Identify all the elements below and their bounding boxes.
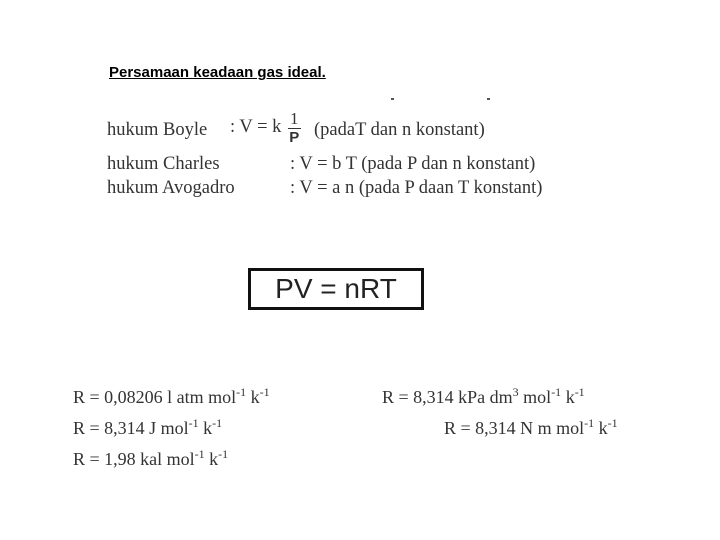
scan-artifact-left [391, 98, 394, 100]
gas-constant-kal-unit: k [204, 449, 219, 469]
gas-constant-kal [73, 447, 229, 469]
boyle-equation-lhs: : V = k [230, 116, 282, 137]
gas-constant-atm-exp1: -1 [236, 385, 247, 399]
boyle-law-equation [230, 110, 303, 145]
gas-constant-newton [444, 416, 618, 438]
gas-constant-newton-base: R = 8,314 N m mol [444, 418, 585, 438]
gas-constant-joule [73, 416, 223, 438]
charles-law-equation: : V = b T (pada P dan n konstant) [290, 154, 536, 174]
ideal-gas-equation-box [248, 268, 424, 310]
charles-law-name: hukum Charles [107, 154, 220, 174]
page-title: Persamaan keadaan gas ideal. [109, 64, 326, 81]
gas-constant-atm-exp2: -1 [259, 385, 270, 399]
gas-constant-newton-exp2: -1 [607, 416, 618, 430]
gas-constant-newton-exp1: -1 [584, 416, 595, 430]
gas-constant-atm [73, 385, 270, 407]
gas-constant-joule-unit: k [198, 418, 213, 438]
boyle-fraction [288, 110, 301, 145]
avogadro-law-name: hukum Avogadro [107, 178, 235, 198]
gas-constant-kal-exp2: -1 [218, 447, 229, 461]
gas-constant-joule-exp2: -1 [212, 416, 223, 430]
boyle-law-condition: (padaT dan n konstant) [314, 120, 485, 140]
ideal-gas-equation: PV = nRT [275, 273, 397, 304]
gas-constant-kpa-exp2: -1 [574, 385, 585, 399]
scan-artifact-right [487, 98, 490, 100]
gas-constant-kpa-base: R = 8,314 kPa dm [382, 387, 513, 407]
gas-constant-joule-base: R = 8,314 J mol [73, 418, 189, 438]
gas-constant-kpa-exp1: -1 [551, 385, 562, 399]
boyle-law-name: hukum Boyle [107, 120, 208, 140]
gas-constant-kal-base: R = 1,98 kal mol [73, 449, 195, 469]
boyle-fraction-denominator: P [289, 129, 300, 146]
gas-constant-atm-unit: k [246, 387, 260, 407]
avogadro-law-equation: : V = a n (pada P daan T konstant) [290, 178, 543, 198]
gas-constant-joule-exp1: -1 [188, 416, 199, 430]
gas-constant-newton-unit: k [594, 418, 608, 438]
gas-constant-kpa-unit: k [561, 387, 575, 407]
gas-constant-atm-base: R = 0,08206 l atm mol [73, 387, 237, 407]
gas-constant-kpa-mol: mol [518, 387, 552, 407]
gas-constant-kal-exp1: -1 [194, 447, 205, 461]
gas-constant-kpa-exp0: 3 [512, 385, 519, 399]
gas-constant-kpa [382, 385, 585, 407]
boyle-fraction-numerator: 1 [290, 109, 299, 128]
